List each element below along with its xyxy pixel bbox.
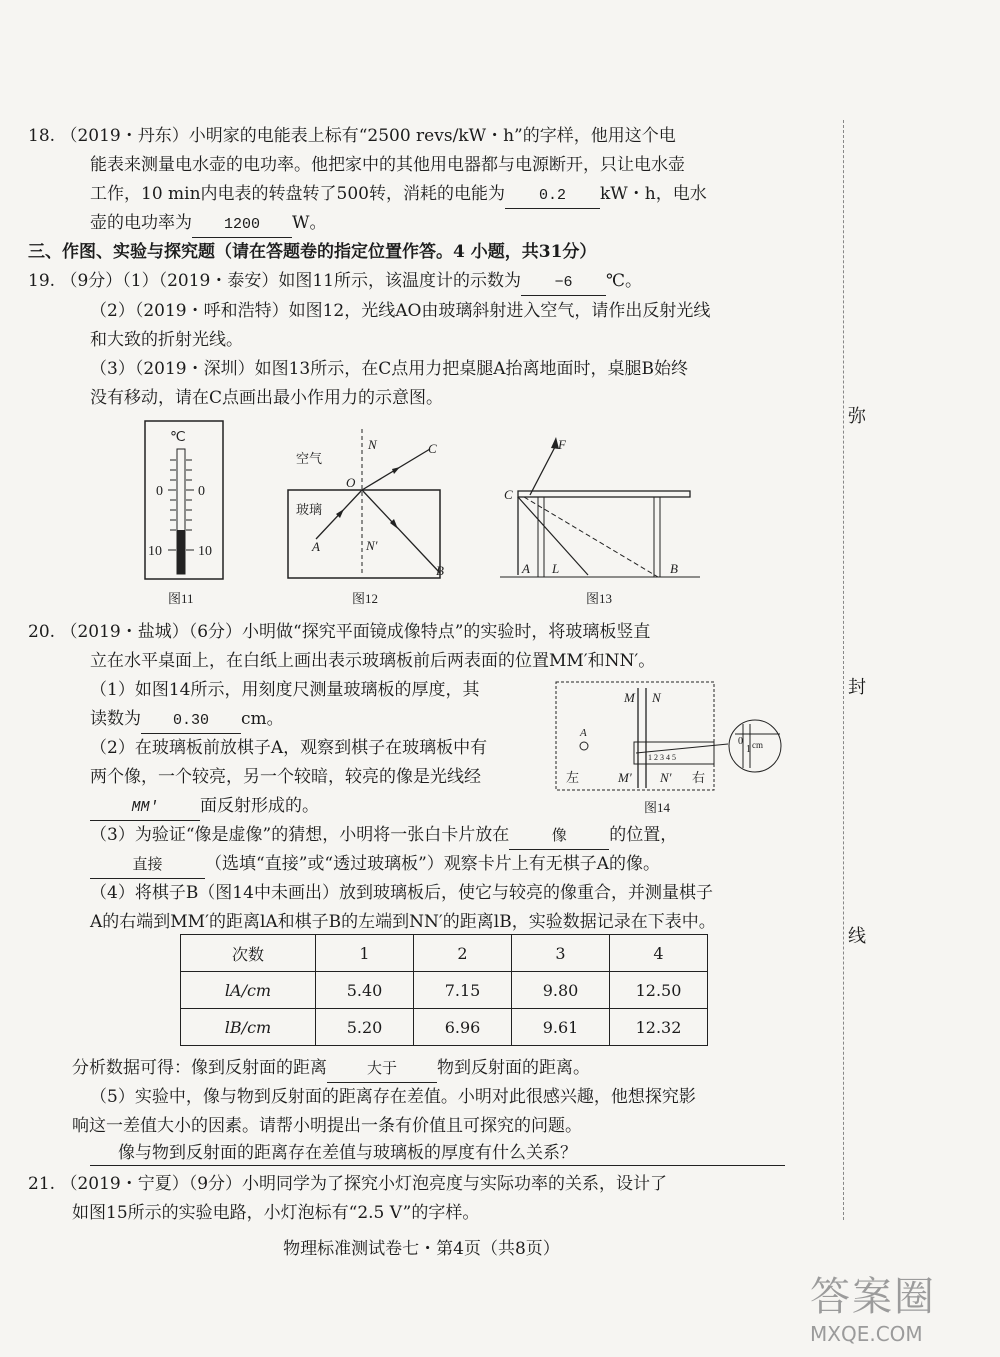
q21-line1: 21. （2019・宁夏）（9分）小明同学为了探究小灯泡亮度与实际功率的关系，设计了	[28, 1174, 668, 1194]
section-3-heading: 三、作图、实验与探究题（请在答题卷的指定位置作答。4 小题，共31分）	[28, 242, 597, 262]
fig12-glass-label: 玻璃	[296, 502, 323, 517]
fig14-scale-digits: 1 2 3 4 5	[648, 753, 676, 762]
table-header-cell: 次数	[181, 935, 316, 972]
fig11-label-right-0: 0	[198, 484, 205, 499]
q20-p3-line2: 直接 （选填“直接”或“透过玻璃板”）观察卡片上有无棋子A的像。	[90, 852, 660, 879]
watermark	[810, 1265, 936, 1346]
fig11-label-right-10: 10	[198, 544, 212, 559]
q20-p5-line1: （5）实验中，像与物到反射面的距离存在差值。小明对此很感兴趣，他想探究影	[90, 1087, 696, 1107]
fig13-label-f: F	[558, 437, 566, 452]
fig14-label-n-prime: N′	[660, 770, 672, 785]
q19-line1: 19. （9分）（1）（2019・泰安）如图11所示，该温度计的示数为 −6 ℃。	[28, 269, 642, 296]
table-cell: 6.96	[414, 1009, 512, 1046]
table-header-cell: 1	[316, 935, 414, 972]
fig11-label-left-0: 0	[156, 484, 163, 499]
fig14-measurement	[540, 678, 790, 818]
q20-p1-line2: 读数为 0.30 cm。	[90, 707, 284, 734]
binding-line	[843, 120, 844, 1220]
answer-place: 像	[509, 825, 609, 850]
q20-p2-line2: 两个像，一个较亮，另一个较暗，较亮的像是光线经	[90, 767, 481, 787]
fig11-label-left-10: 10	[148, 544, 162, 559]
q18-line4: 壶的电功率为 1200 W。	[90, 211, 326, 238]
answer-energy: 0.2	[505, 184, 600, 209]
q21-line2: 如图15所示的实验电路，小灯泡标有“2.5 V”的字样。	[72, 1203, 480, 1223]
fig14-lens-0: 0	[738, 736, 743, 747]
answer-method: 直接	[90, 854, 205, 879]
q19-line2: （2）（2019・呼和浩特）如图12，光线AO由玻璃斜射进入空气，请作出反射光线	[90, 301, 711, 321]
q18-line2: 能表来测量电水壶的电功率。他把家中的其他用电器都与电源断开，只让电水壶	[90, 155, 685, 175]
fig12-caption: 图12	[352, 591, 379, 606]
answer-question: 像与物到反射面的距离存在差值与玻璃板的厚度有什么关系？	[90, 1141, 785, 1166]
watermark-top: 答案圈	[810, 1274, 936, 1320]
table-cell: 12.50	[610, 972, 708, 1009]
fig11-unit: ℃	[170, 430, 186, 445]
q20-p3-line1: （3）为验证“像是虚像”的猜想，小明将一张白卡片放在 像 的位置，	[90, 823, 677, 850]
fig12-label-b: B	[436, 563, 444, 578]
fig14-caption: 图14	[644, 800, 671, 815]
table-header-cell: 3	[512, 935, 610, 972]
side-mark: 线	[848, 926, 866, 947]
data-table	[180, 934, 708, 1046]
fig14-lens-cm: cm	[752, 740, 763, 750]
q18-line3: 工作，10 min内电表的转盘转了500转，消耗的电能为 0.2 kW・h，电水	[90, 182, 707, 209]
fig12-refraction	[288, 429, 444, 606]
q20-line2: 立在水平桌面上，在白纸上画出表示玻璃板前后两表面的位置MM′和NN′。	[90, 651, 656, 671]
table-cell: 5.20	[316, 1009, 414, 1046]
fig13-label-a: A	[522, 561, 530, 576]
q20-p5-line2: 响这一差值大小的因素。请帮小明提出一条有价值且可探究的问题。	[72, 1116, 582, 1136]
fig14-label-left: 左	[566, 770, 580, 785]
fig13-label-l: L	[552, 561, 560, 576]
table-row	[181, 972, 708, 1009]
table-header-row	[181, 935, 708, 972]
answer-power: 1200	[192, 213, 292, 238]
q19-line4: （3）（2019・深圳）如图13所示，在C点用力把桌腿A抬离地面时，桌腿B始终	[90, 359, 688, 379]
fig12-label-n: N	[368, 437, 377, 452]
fig14-label-right: 右	[692, 770, 706, 785]
figures-11-13	[0, 415, 720, 615]
fig11-caption: 图11	[168, 591, 194, 606]
side-mark: 封	[848, 677, 866, 698]
q20-p1-line1: （1）如图14所示，用刻度尺测量玻璃板的厚度，其	[90, 680, 480, 700]
fig13-table	[500, 437, 700, 606]
table-cell: 9.80	[512, 972, 610, 1009]
answer-compare: 大于	[327, 1058, 437, 1083]
watermark-bottom: MXQE.COM	[810, 1322, 923, 1346]
q20-p2-line3: MM′ 面反射形成的。	[90, 794, 319, 821]
page-footer: 物理标准测试卷七・第4页（共8页）	[283, 1239, 560, 1259]
q20-p2-line1: （2）在玻璃板前放棋子A，观察到棋子在玻璃板中有	[90, 738, 488, 758]
fig13-label-c: C	[504, 487, 513, 502]
q20-p4-line1: （4）将棋子B（图14中未画出）放到玻璃板后，使它与较亮的像重合，并测量棋子	[90, 883, 713, 903]
table-cell: 5.40	[316, 972, 414, 1009]
q20-analysis: 分析数据可得：像到反射面的距离 大于 物到反射面的距离。	[72, 1056, 590, 1083]
fig14-lens-1: 1	[746, 744, 751, 755]
table-row	[181, 1009, 708, 1046]
table-cell: 12.32	[610, 1009, 708, 1046]
fig14-label-m-prime: M′	[618, 770, 632, 785]
fig12-label-c: C	[428, 441, 437, 456]
table-header-cell: 4	[610, 935, 708, 972]
fig12-label-o: O	[346, 475, 356, 490]
table-header-cell: 2	[414, 935, 512, 972]
table-row-label: lA/cm	[181, 972, 316, 1009]
fig13-label-b: B	[670, 561, 678, 576]
fig14-label-m: M	[624, 690, 635, 705]
fig14-label-n: N	[652, 690, 661, 705]
q20-p4-line2: A的右端到MM′的距离lA和棋子B的左端到NN′的距离lB，实验数据记录在下表中。	[90, 912, 716, 932]
table-cell: 7.15	[414, 972, 512, 1009]
fig12-label-a: A	[312, 539, 320, 554]
answer-temperature: −6	[521, 271, 606, 296]
answer-surface: MM′	[90, 796, 200, 821]
fig13-caption: 图13	[586, 591, 613, 606]
answer-thickness: 0.30	[141, 709, 241, 734]
fig11-thermometer	[145, 421, 223, 606]
q18-line1: 18. （2019・丹东）小明家的电能表上标有“2500 revs/kW・h”的字样，他用这个电	[28, 126, 676, 146]
fig14-label-a: A	[580, 727, 587, 739]
q20-line1: 20. （2019・盐城）（6分）小明做“探究平面镜成像特点”的实验时，将玻璃板竖直	[28, 622, 651, 642]
side-mark: 弥	[848, 406, 866, 427]
table-row-label: lB/cm	[181, 1009, 316, 1046]
fig12-air-label: 空气	[296, 451, 323, 466]
q19-line5: 没有移动，请在C点画出最小作用力的示意图。	[90, 388, 444, 408]
fig12-label-n-prime: N′	[366, 538, 378, 553]
table-cell: 9.61	[512, 1009, 610, 1046]
q19-line3: 和大致的折射光线。	[90, 330, 243, 350]
